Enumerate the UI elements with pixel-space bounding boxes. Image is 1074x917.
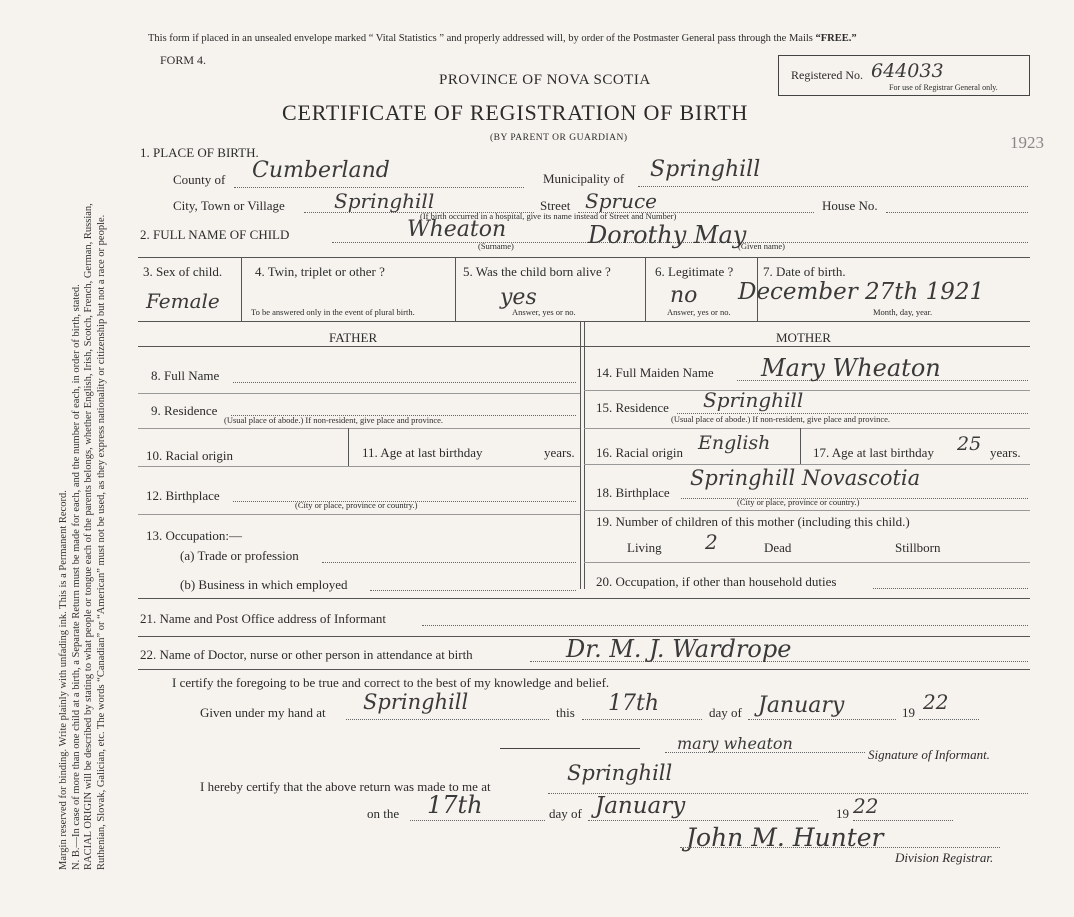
doctor-label: 22. Name of Doctor, nurse or other person in attendance at birth [140,647,473,662]
free-label: “FREE.” [815,33,857,44]
mother-birthplace-value: Springhill Novascotia [690,466,921,490]
father-full-name-label: 8. Full Name [151,368,220,383]
legitimate-note: Answer, yes or no. [667,307,731,317]
margin-line-4: Ruthenian, Slovak, Galician, etc. The words “Canadian” or “American” must not be used, as they express nationality or citizenship but not a race or people. [95,214,107,870]
informant-signature-label: Signature of Informant. [868,747,990,762]
child-given-name: Dorothy May [588,221,747,249]
mother-residence-value: Springhill [703,388,804,412]
mother-heading: MOTHER [776,330,831,345]
sex-label: 3. Sex of child. [143,264,223,279]
registrar-certify-statement: I hereby certify that the above return was made to me at [200,779,491,794]
street-value: Spruce [585,189,657,213]
given-name-note: (Given name) [738,241,785,251]
registered-label: Registered No. [791,68,863,82]
document-subtitle: (BY PARENT OR GUARDIAN) [490,133,628,143]
mother-maiden-name-value: Mary Wheaton [761,354,941,382]
alive-note: Answer, yes or no. [512,307,576,317]
mother-years-label: years. [990,445,1021,460]
twin-label: 4. Twin, triplet or other ? [255,264,385,279]
given-day-value: 17th [608,691,660,716]
stillborn-label: Stillborn [895,540,941,555]
mother-residence-note: (Usual place of abode.) If non-resident, give place and province. [671,414,891,424]
mother-racial-origin-value: English [698,432,771,454]
county-label: County of [173,172,226,187]
informant-label: 21. Name and Post Office address of Informant [140,611,386,626]
mother-age-value: 25 [957,433,982,455]
mother-residence-label: 15. Residence [596,400,669,415]
alive-value: yes [500,285,537,310]
hospital-note: (If birth occurred in a hospital, give its name instead of Street and Number) [420,211,677,221]
registrar-place-value: Springhill [567,761,673,785]
year-stamp: 1923 [1010,133,1044,152]
father-racial-origin-label: 10. Racial origin [146,448,234,463]
certify-statement: I certify the foregoing to be true and correct to the best of my knowledge and belief. [172,675,610,690]
given-under-label: Given under my hand at [200,705,326,720]
municipality-label: Municipality of [543,171,625,186]
province-heading: PROVINCE OF NOVA SCOTIA [439,72,651,88]
mother-racial-origin-label: 16. Racial origin [596,445,684,460]
margin-line-3: RACIAL ORIGIN will be described by stating to what people or tongue each of the parents belongs, whether English, Irish, Scotch, French, German, Russian, [83,203,94,870]
mother-age-label: 17. Age at last birthday [813,445,934,460]
doctor-value: Dr. M. J. Wardrope [566,635,792,663]
living-value: 2 [705,530,718,554]
this-label: this [556,705,575,720]
registrar-on-the-label: on the [367,806,400,821]
given-year-value: 22 [923,690,949,714]
mother-maiden-name-label: 14. Full Maiden Name [596,365,714,380]
date-of-birth-note: Month, day, year. [873,307,933,317]
father-birthplace-note: (City or place, province or country.) [295,500,418,510]
given-year-prefix: 19 [902,705,915,720]
surname-note: (Surname) [478,241,514,251]
father-residence-label: 9. Residence [151,403,218,418]
margin-line-1: Margin reserved for binding. Write plainly with unfading ink. This is a Permanent Record. [58,490,69,870]
registrar-day-of-label: day of [549,806,582,821]
dead-label: Dead [764,540,792,555]
place-of-birth-label: 1. PLACE OF BIRTH. [140,145,259,160]
mother-birthplace-note: (City or place, province or country.) [737,497,860,507]
given-place-value: Springhill [363,690,469,714]
father-business-label: (b) Business in which employed [180,577,348,592]
sex-value: Female [146,289,220,313]
city-label: City, Town or Village [173,198,285,213]
father-years-label: years. [544,445,575,460]
date-of-birth-label: 7. Date of birth. [763,264,846,279]
house-number-label: House No. [822,198,878,213]
mother-birthplace-label: 18. Birthplace [596,485,670,500]
father-birthplace-label: 12. Birthplace [146,488,220,503]
registrar-year-value: 22 [853,794,879,818]
legitimate-value: no [670,283,698,308]
child-surname: Wheaton [407,217,507,242]
municipality-value: Springhill [650,157,761,182]
father-trade-label: (a) Trade or profession [180,548,299,563]
registrar-signature: John M. Hunter [686,823,884,852]
children-count-label: 19. Number of children of this mother (including this child.) [596,514,910,529]
street-label: Street [540,198,571,213]
child-name-label: 2. FULL NAME OF CHILD [140,227,290,242]
registrar-month-value: January [595,793,686,819]
registrar-year-prefix: 19 [836,806,849,821]
given-day-of-label: day of [709,705,742,720]
registrar-use-note: For use of Registrar General only. [889,83,998,92]
form-number: FORM 4. [160,53,207,67]
registrar-signature-label: Division Registrar. [895,850,994,865]
document-title: CERTIFICATE OF REGISTRATION OF BIRTH [282,100,749,125]
margin-notes [58,20,108,870]
mother-occupation-label: 20. Occupation, if other than household duties [596,574,837,589]
registration-box [778,55,1030,96]
given-month-value: January [758,693,845,718]
informant-signature: mary wheaton [677,734,793,753]
living-label: Living [627,540,662,555]
date-of-birth-value: December 27th 1921 [738,279,985,305]
mail-notice: This form if placed in an unsealed envelope marked “ Vital Statistics ” and properly addressed will, by order of the Postmaster General pass through the Mails “FREE.” [148,33,857,44]
registrar-day-value: 17th [427,791,483,819]
alive-label: 5. Was the child born alive ? [463,264,611,279]
father-heading: FATHER [329,330,378,345]
father-occupation-label: 13. Occupation:— [146,528,243,543]
margin-line-2: N. B.—In case of more than one child at a birth, a Separate Return must be made for each, and the number of each, in order of birth, stated. [70,284,82,870]
father-residence-note: (Usual place of abode.) If non-resident, give place and province. [224,415,444,425]
twin-note: To be answered only in the event of plural birth. [251,307,415,317]
father-age-label: 11. Age at last birthday [362,445,483,460]
city-value: Springhill [334,189,435,213]
legitimate-label: 6. Legitimate ? [655,264,734,279]
county-value: Cumberland [252,158,390,183]
registered-number: 644033 [871,60,944,82]
